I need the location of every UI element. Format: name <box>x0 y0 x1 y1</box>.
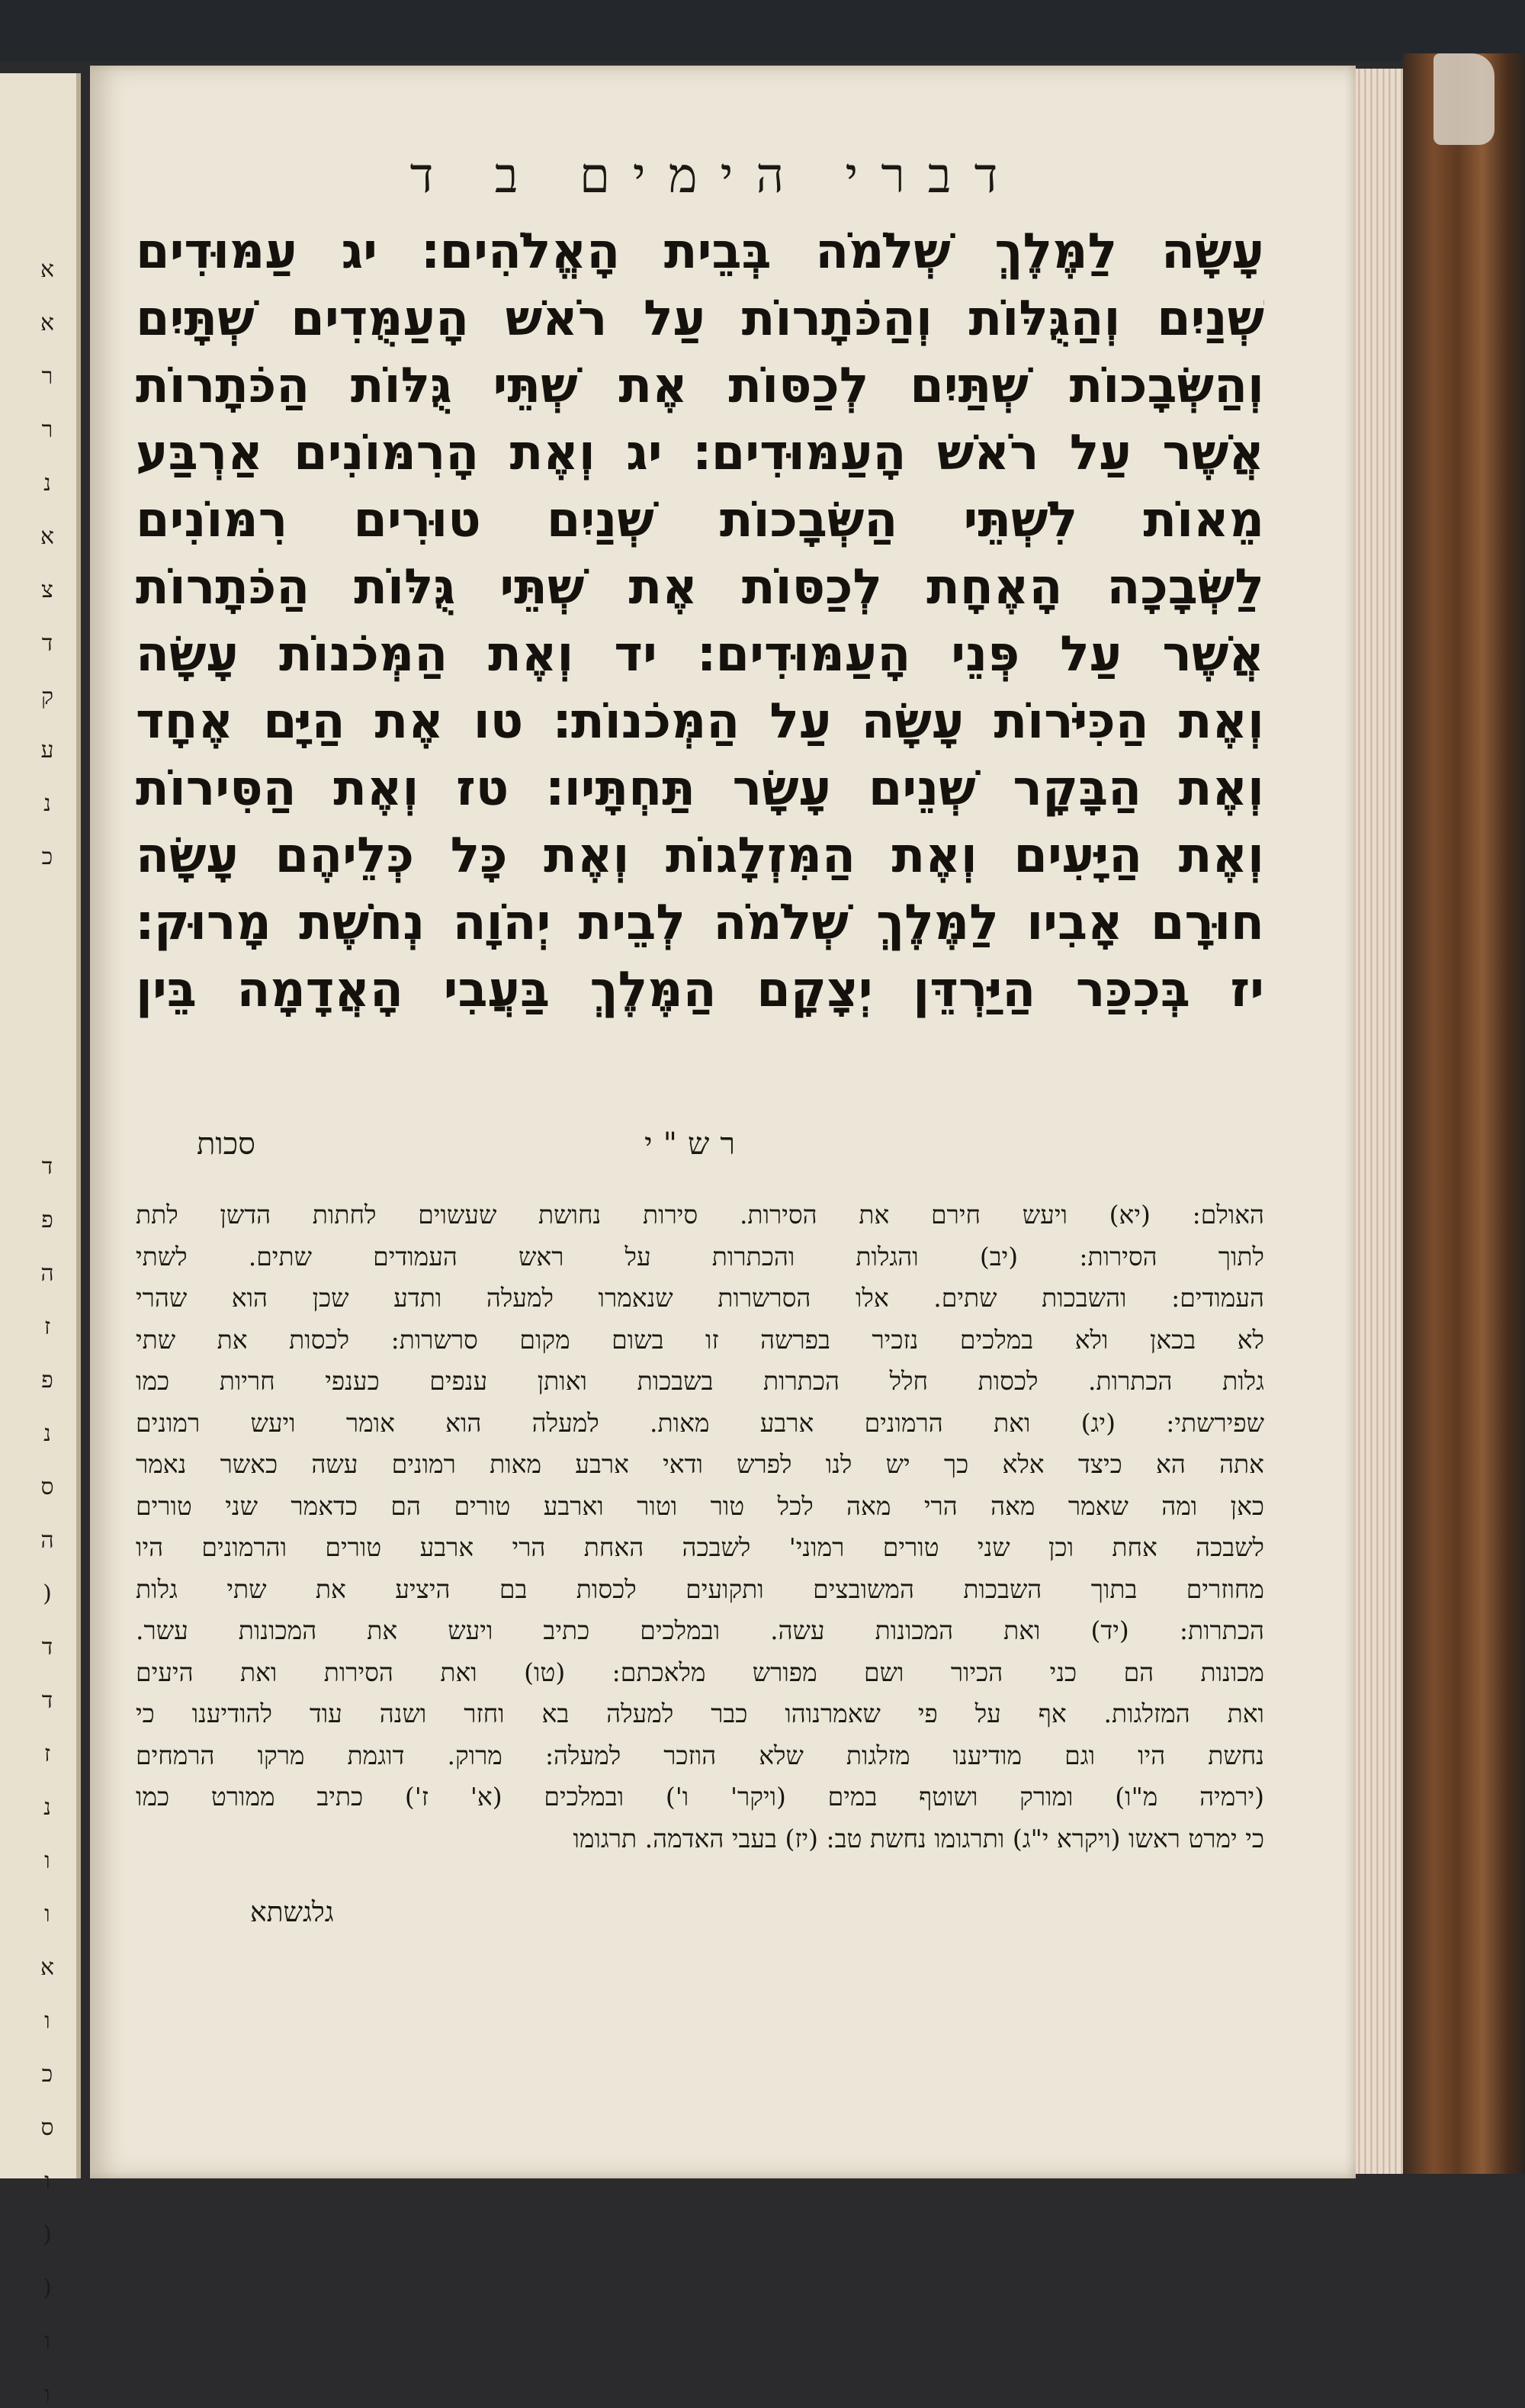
left-page-char: ו <box>44 2328 50 2355</box>
left-page-char: נ <box>43 1420 51 1447</box>
left-page-char: ד <box>41 1153 53 1180</box>
left-page-char: פ <box>41 1207 53 1233</box>
left-page-char: ס <box>40 1474 54 1500</box>
left-page-char: ו <box>44 2381 50 2408</box>
left-page-char: א <box>40 523 54 550</box>
commentary-label-row <box>197 1126 1020 1172</box>
scripture-line: לַשְּׂבָכָה הָאֶחָת לְכַסּוֹת אֶת שְׁתֵּי גֻּלּוֹת הַכֹּתָרוֹת <box>136 559 1264 616</box>
left-page-char: ז <box>43 1741 51 1767</box>
rashi-label: רש"י <box>644 1127 746 1162</box>
left-page-edge-text <box>32 256 63 2407</box>
left-page-char: פ <box>41 1367 53 1394</box>
left-page-char: נ <box>43 790 51 817</box>
commentary-line: (ירמיה מ"ו) ומורק ושוטף במים (ויקר' ו') ובמלכים (א' ז') כתיב ממורט כמו <box>136 1782 1264 1812</box>
margin-gap <box>32 897 63 1126</box>
commentary-line: גלות הכתרות. לכסות חלל הכתרות בשבכות ואותן ענפים כענפי חריות כמו <box>136 1366 1264 1396</box>
commentary-line: הכתרות: (יד) ואת המכונות עשה. ובמלכים כתיב ויעש את המכונות עשר. <box>136 1616 1264 1645</box>
left-page-char: א <box>40 1954 54 1981</box>
left-page-char: א <box>40 256 54 283</box>
scripture-line: יז בְּכִכַּר הַיַּרְדֵּן יְצָקָם הַמֶּלֶךְ בַּעֲבִי הָאֲדָמָה בֵּין <box>136 962 1264 1018</box>
left-page-char: צ <box>41 577 53 603</box>
left-page-char: ר <box>41 416 53 443</box>
left-page-char: כ <box>41 2061 53 2088</box>
scripture-line: וְאֶת הַיָּעִים וְאֶת הַמִּזְלָגוֹת וְאֶת כָּל כְּלֵיהֶם עָשָׂה <box>136 828 1264 884</box>
left-page-char: ( <box>43 2221 52 2248</box>
scripture-line: וְהַשְּׂבָכוֹת שְׁתַּיִם לְכַסּוֹת אֶת שְׁתֵּי גֻּלּוֹת הַכֹּתָרוֹת <box>136 358 1264 414</box>
commentary-line: מכונות הם כני הכיור ושם מפורש מלאכתם: (טו) ואת הסירות ואת היעים <box>136 1657 1264 1687</box>
scripture-line: חוּרָם אָבִיו לַמֶּלֶךְ שְׁלֹמֹה לְבֵית יְהֹוָה נְחֹשֶׁת מָרוּק׃ <box>136 895 1264 951</box>
left-page-char: ה <box>40 1527 54 1554</box>
scripture-line: אֲשֶׁר עַל רֹאשׁ הָעַמּוּדִים׃ יג וְאֶת הָרִמּוֹנִים אַרְבַּע <box>136 425 1264 481</box>
left-page-char: ז <box>43 1313 51 1340</box>
scripture-text-block <box>136 218 1264 1024</box>
commentary-line: אתה הא כיצד אלא כך יש לנו לפרש ודאי ארבע מאות רמונים עשה כאשר נאמר <box>136 1449 1264 1479</box>
running-header: דברי הימים ב ד <box>409 148 1021 204</box>
commentary-line: מחוזרים בתוך השבכות המשובצים ותקועים לכסות בם היציע את שתי גלות <box>136 1574 1264 1604</box>
frayed-binding-corner <box>1434 53 1494 145</box>
left-page-char: ו <box>44 1847 50 1874</box>
left-page-char: ו <box>44 1901 50 1927</box>
left-page-char: ד <box>41 630 53 657</box>
commentary-line: שפירשתי: (יג) ואת הרמונים ארבע מאות. למעלה הוא אומר ויעש רמונים <box>136 1407 1264 1438</box>
book-page <box>90 66 1356 2178</box>
left-page-char: א <box>40 310 54 336</box>
commentary-line: כי ימרט ראשו (ויקרא י"ג) ותרגומו נחשת טב: (יז) בעבי האדמה. תרגומו <box>573 1823 1264 1853</box>
left-page-char: נ <box>43 1794 51 1821</box>
scripture-line: מֵאוֹת לִשְׁתֵּי הַשְּׂבָכוֹת שְׁנַיִם טוּרִים רִמּוֹנִים <box>136 492 1264 548</box>
left-page-char: ס <box>40 2114 54 2141</box>
scripture-line: וְאֶת הַבָּקָר שְׁנֵים עָשָׂר תַּחְתָּיו׃ טז וְאֶת הַסִּירוֹת <box>136 760 1264 817</box>
scripture-line: וְאֶת הַכִּיֹּרוֹת עָשָׂה עַל הַמְּכֹנוֹת׃ טו אֶת הַיָּם אֶחָד <box>136 693 1264 750</box>
commentary-line: כאן ומה שאמר מאה הרי מאה לכל טור וטור וארבע טורים הם כדאמר שני טורים <box>136 1490 1264 1521</box>
rashi-commentary-block <box>136 1194 1264 1860</box>
left-page-char: ה <box>40 1260 54 1287</box>
left-page-char: נ <box>43 470 51 497</box>
left-page-char: ע <box>40 737 54 764</box>
catchword: סכות <box>197 1127 255 1162</box>
left-page-char: ק <box>40 683 54 710</box>
commentary-line: האולם: (יא) ויעש חירם את הסירות. סירות נחושת שעשוים לחתות הדשן לתת <box>136 1200 1264 1230</box>
scan-background <box>0 0 1525 61</box>
commentary-line: העמודים: והשבכות שתים. אלו הסרשרות שנאמרו למעלה ותדע שכן הוא שהרי <box>136 1283 1264 1313</box>
left-page-char: ו <box>44 2168 50 2194</box>
bottom-catchword: גלגשתא <box>250 1897 334 1928</box>
left-page-char: ר <box>41 363 53 390</box>
commentary-line: לשבכה אחת וכן שני טורים רמוני' לשבכה האחת הרי ארבע טורים והרמונים היו <box>136 1532 1264 1562</box>
scripture-line: שְׁנַיִם וְהַגֻּלּוֹת וְהַכֹּתָרוֹת עַל רֹאשׁ הָעַמֻּדִים שְׁתָּיִם <box>136 291 1264 347</box>
left-page-char: ד <box>41 1687 53 1714</box>
left-page-char: ד <box>41 1634 53 1661</box>
commentary-line: לא בכאן ולא במלכים נזכיר בפרשה זו בשום מקום סרשרות: לכסות את שתי <box>136 1324 1264 1355</box>
left-page-char: ( <box>43 1580 52 1607</box>
scripture-line: אֲשֶׁר עַל פְּנֵי הָעַמּוּדִים׃ יד וְאֶת הַמְּכֹנוֹת עָשָׂה <box>136 626 1264 683</box>
commentary-line: ואת המזלגות. אף על פי שאמרנוהו כבר למעלה בא וחזר ושנה עוד להודיענו כי <box>136 1699 1264 1728</box>
left-page-char: כ <box>41 844 53 870</box>
commentary-line: לתוך הסירות: (יב) והגלות והכתרות על ראש העמודים שתים. לשתי <box>136 1241 1264 1272</box>
leather-binding <box>1403 53 1525 2174</box>
left-page-char: ו <box>44 2008 50 2034</box>
left-page-char: ( <box>43 2275 52 2301</box>
scripture-line: עָשָׂה לַמֶּלֶךְ שְׁלֹמֹה בְּבֵית הָאֱלֹהִים׃ יג עַמּוּדִים <box>136 223 1264 280</box>
commentary-line: נחשת היו וגם מודיענו מזלגות שלא הוזכר למעלה: מרוק. דוגמת מרקו הרמחים <box>136 1740 1264 1770</box>
left-facing-page <box>0 73 81 2408</box>
